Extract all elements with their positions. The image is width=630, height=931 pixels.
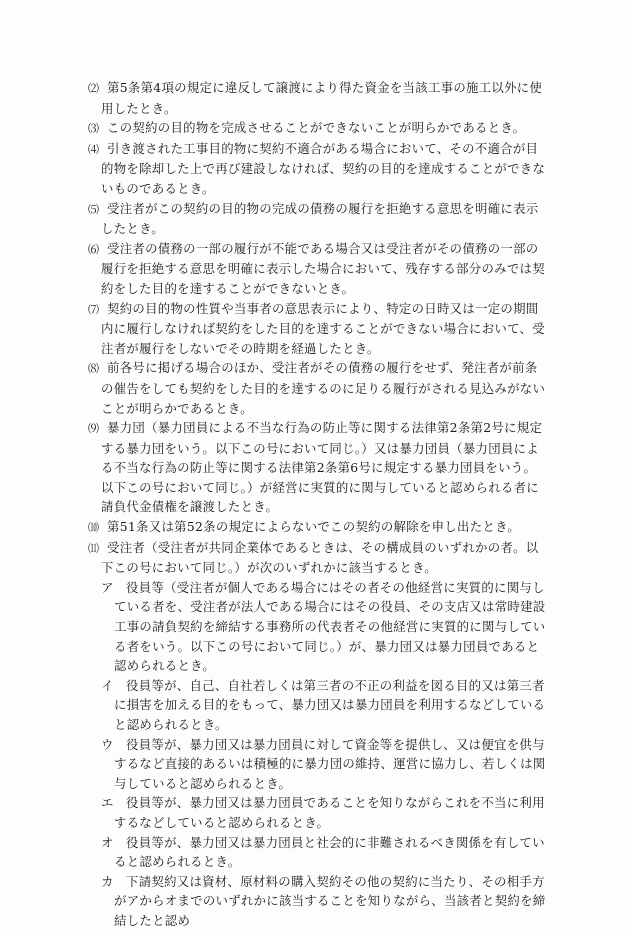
clause-text: 前各号に掲げる場合のほか、受注者がその債務の履行をせず、発注者が前条の催告をしても契約をした目的を達するのに足りる履行がされる見込みがないことが明らかであるとき。	[101, 360, 546, 416]
subclause-text: 役員等（受注者が個人である場合にはその者その他経営に実質的に関与している者を、受注者が法人である場合にはその役員、その支店又は常時建設工事の請負契約を締結する事務所の代表者その他経営に実質的に関与している者をいう。以下この号において同じ。）が、暴力団又は暴力団員であると認められるとき。	[114, 579, 546, 674]
clause-number: ⑶	[88, 122, 100, 136]
clause-item-6	[88, 239, 548, 299]
subclause-i	[88, 676, 548, 735]
clause-item-2	[88, 78, 548, 118]
clause-item-5	[88, 199, 548, 239]
subclause-text: 役員等が、暴力団又は暴力団員と社会的に非難されるべき関係を有していると認められるとき。	[114, 834, 545, 870]
clause-text: 暴力団（暴力団員による不当な行為の防止等に関する法律第2条第2号に規定する暴力団をいう。以下この号において同じ。）又は暴力団員（暴力団員による不当な行為の防止等に関する法律第2条第6号に規定する暴力団員をいう。以下この号において同じ。）が経営に実質的に関与していると認められる者に請負代金債権を譲渡したとき。	[101, 420, 543, 515]
clause-item-10	[88, 517, 548, 538]
clause-number: ⑹	[88, 242, 100, 256]
subclause-a	[88, 578, 548, 676]
clause-item-8	[88, 358, 548, 418]
subclause-text: 役員等が、暴力団又は暴力団員であることを知りながらこれを不当に利用するなどしていると認められるとき。	[114, 795, 545, 830]
document-body	[88, 78, 548, 931]
clause-text: 第51条又は第52条の規定によらないでこの契約の解除を申し出たとき。	[107, 519, 520, 535]
clause-item-9	[88, 418, 548, 517]
subclause-o	[88, 833, 548, 872]
clause-text: 受注者（受注者が共同企業体であるときは、その構成員のいずれかの者。以下この号において同じ。）が次のいずれかに該当するとき。	[101, 539, 539, 576]
subclause-mark: ウ	[101, 736, 114, 752]
clause-number: ⑵	[88, 82, 100, 95]
clause-number: ⑸	[88, 202, 100, 216]
clause-item-11	[88, 538, 548, 578]
subclause-mark: オ	[101, 834, 114, 850]
clause-number: ⑻	[88, 362, 100, 376]
clause-number: ⑾	[88, 541, 100, 555]
subclause-text: 下請契約又は資材、原材料の購入契約その他の契約に当たり、その相手方がアからオまでのいずれかに該当することを知りながら、当該者と契約を締結したと認め	[114, 873, 546, 928]
subclause-mark: カ	[101, 873, 114, 889]
subclause-u	[88, 735, 548, 794]
subclause-mark: ア	[101, 579, 114, 595]
subclause-text: 役員等が、暴力団又は暴力団員に対して資金等を提供し、又は便宜を供与するなど直接的あるいは積極的に暴力団の維持、運営に協力し、若しくは関与していると認められるとき。	[114, 736, 546, 791]
subclause-e	[88, 793, 548, 832]
clause-text: 第5条第4項の規定に違反して譲渡により得た資金を当該工事の施工以外に使用したとき。	[101, 80, 543, 116]
clause-number: ⑼	[88, 422, 100, 436]
clause-number: ⑽	[88, 521, 100, 535]
clause-text: 契約の目的物の性質や当事者の意思表示により、特定の日時又は一定の期間内に履行しなければ契約をした目的を達することができない場合において、受注者が履行をしないでその時期を経過したとき。	[101, 300, 545, 356]
clause-number: ⑷	[88, 142, 100, 156]
clause-text: 受注者の債務の一部の履行が不能である場合又は受注者がその債務の一部の履行を拒絶する意思を明確に表示した場合において、残存する部分のみでは契約をした目的を達することができないとき。	[101, 240, 545, 296]
clause-item-7	[88, 299, 548, 359]
clause-item-3	[88, 118, 548, 139]
clause-text: 引き渡された工事目的物に契約不適合がある場合において、その不適合が目的物を除却した上で再び建設しなければ、契約の目的を達成することができないものであるとき。	[101, 140, 546, 196]
subclause-mark: イ	[101, 677, 114, 693]
clause-item-4	[88, 139, 548, 199]
subclause-text: 役員等が、自己、自社若しくは第三者の不正の利益を図る目的又は第三者に損害を加える目的をもって、暴力団又は暴力団員を利用するなどしていると認められるとき。	[114, 677, 546, 732]
clause-text: この契約の目的物を完成させることができないことが明らかであるとき。	[107, 120, 526, 136]
clause-number: ⑺	[88, 302, 100, 316]
clause-text: 受注者がこの契約の目的物の完成の債務の履行を拒絶する意思を明確に表示したとき。	[101, 200, 539, 237]
subclause-mark: エ	[101, 795, 114, 811]
subclause-ka	[88, 872, 548, 931]
